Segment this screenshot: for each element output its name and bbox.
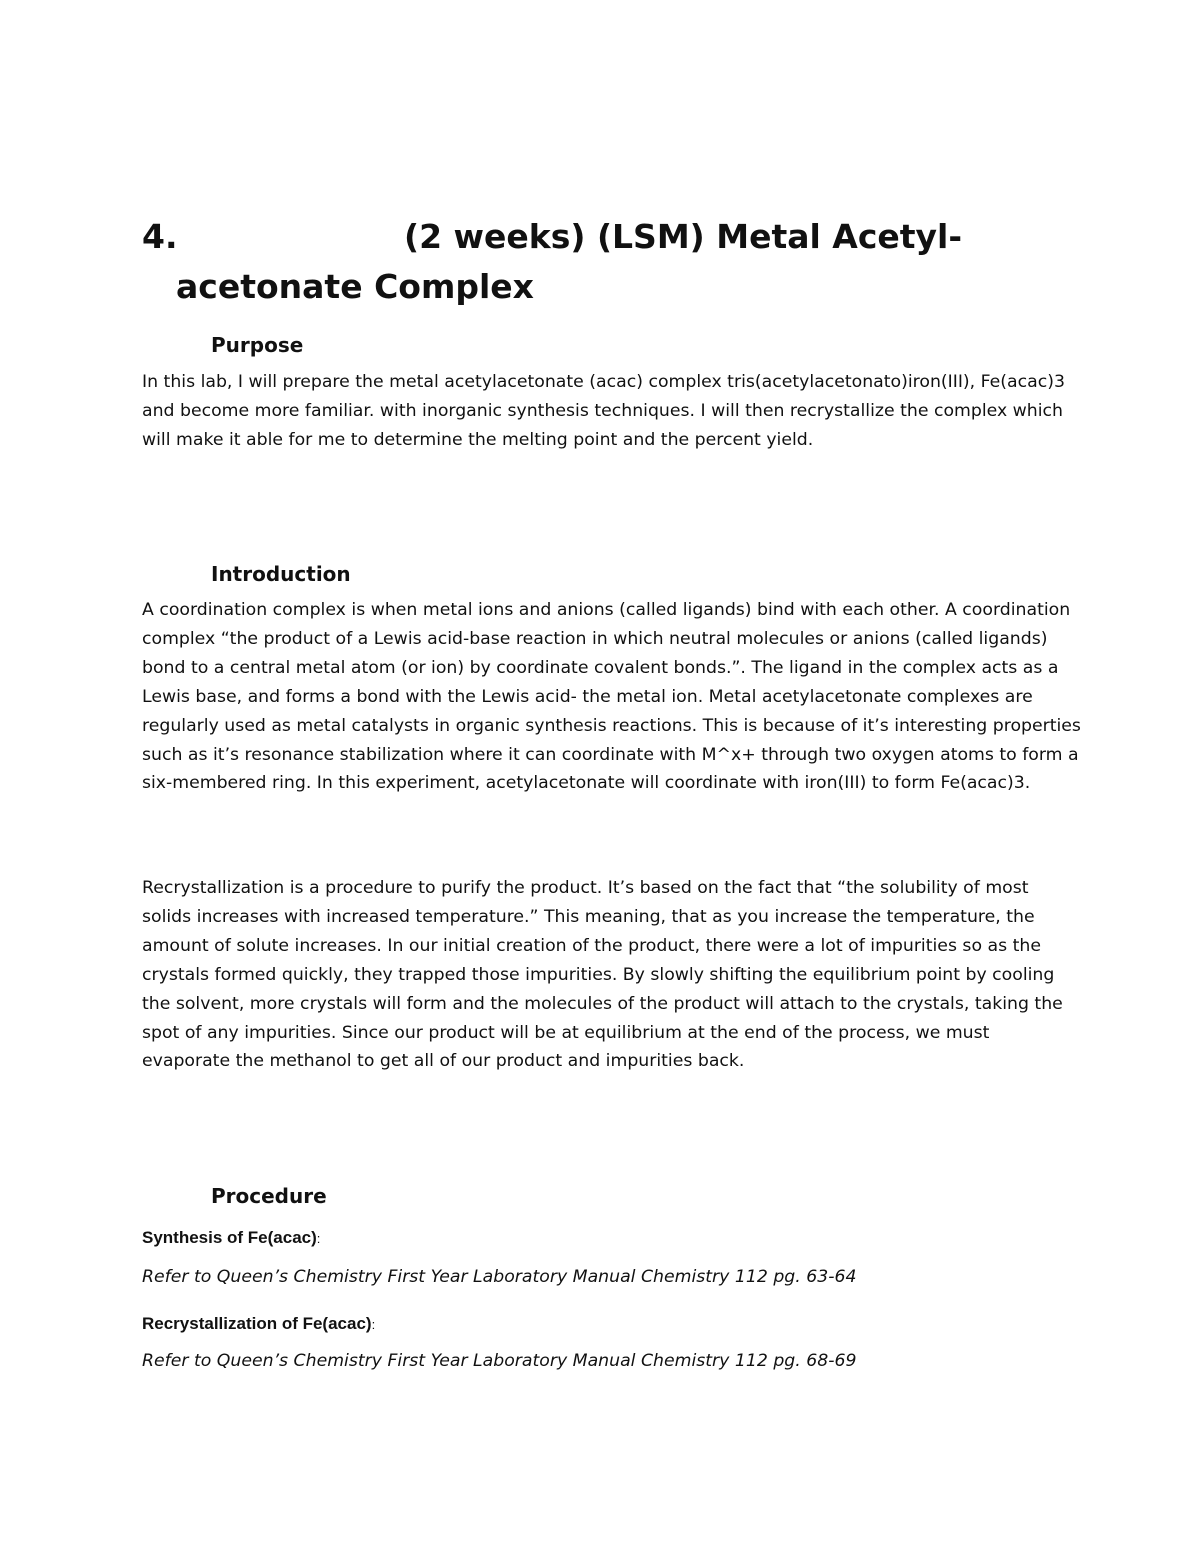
document-title xyxy=(142,212,1062,312)
recrystallization-colon: : xyxy=(371,1317,376,1332)
synthesis-subheading xyxy=(142,1226,320,1251)
recrystallization-label: Recrystallization of Fe(acac) xyxy=(142,1314,372,1333)
recrystallization-subheading xyxy=(142,1312,375,1337)
introduction-paragraph-2: Recrystallization is a procedure to purify the product. It’s based on the fact that “the solubility of most solids increases with increased temperature.” This meaning, that as you increase the temperature, the amount of solute increases. In our initial creation of the product, there were a lot of impurities so as the crystals formed quickly, they trapped those impurities. By slowly shifting the equilibrium point by cooling the solvent, more crystals will form and the molecules of the product will attach to the crystals, taking the spot of any impurities. Since our product will be at equilibrium at the end of the process, we must evaporate the methanol to get all of our product and impurities back. xyxy=(142,878,1063,1072)
introduction-paragraph-1: A coordination complex is when metal ions and anions (called ligands) bind with each other. A coordination complex “the product of a Lewis acid-base reaction in which neutral molecules or anions (called ligands) bond to a central metal atom (or ion) by coordinate covalent bonds.”. The ligand in the complex acts as a Lewis base, and forms a bond with the Lewis acid- the metal ion. Metal acetylacetonate complexes are regularly used as metal catalysts in organic synthesis reactions. This is because of it’s interesting properties such as it’s resonance stabilization where it can coordinate with M^x+ through two oxygen atoms to form a six-membered ring. In this experiment, acetylacetonate will coordinate with iron(III) to form Fe(acac)3. xyxy=(142,600,1081,794)
title-line-2: acetonate Complex xyxy=(176,267,534,306)
title-line-1: (2 weeks) (LSM) Metal Acetyl- xyxy=(404,217,963,256)
purpose-heading: Purpose xyxy=(211,333,304,357)
procedure-heading: Procedure xyxy=(211,1184,327,1208)
introduction-heading: Introduction xyxy=(211,562,351,586)
synthesis-colon: : xyxy=(316,1231,321,1246)
recrystallization-reference: Refer to Queen’s Chemistry First Year Laboratory Manual Chemistry 112 pg. 68-69 xyxy=(142,1351,857,1371)
purpose-paragraph: In this lab, I will prepare the metal acetylacetonate (acac) complex tris(acetylacetonato)iron(III), Fe(acac)3 and become more familiar. with inorganic synthesis techniques. I will then recrystallize the complex which will make it able for me to determine the melting point and the percent yield. xyxy=(142,372,1065,450)
synthesis-reference: Refer to Queen’s Chemistry First Year Laboratory Manual Chemistry 112 pg. 63-64 xyxy=(142,1267,857,1287)
title-number: 4. xyxy=(142,217,178,256)
synthesis-label: Synthesis of Fe(acac) xyxy=(142,1228,317,1247)
